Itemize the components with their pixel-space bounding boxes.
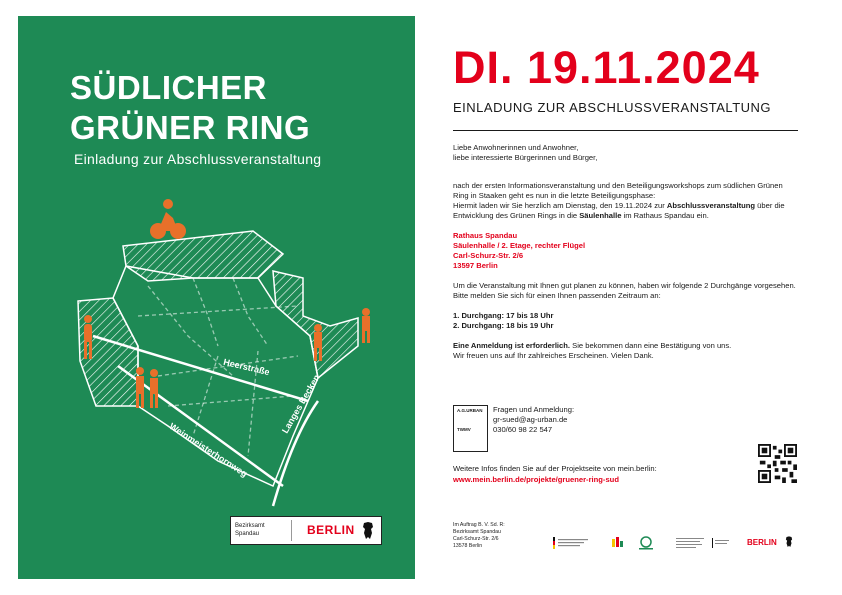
more-info — [453, 463, 657, 485]
footer-line-1: Im Auftrag B. V. Sd. R: — [453, 522, 505, 528]
green-area-north — [123, 231, 283, 281]
footer-line-3: Carl-Schurz-Str. 2/6 — [453, 536, 499, 542]
planning-paragraph: Um die Veranstaltung mit Ihnen gut planen zu können, haben wir folgende 2 Durchgänge vorgesehen. Bitte melden Sie sich für einen Ihnen passenden Zeitraum an: — [453, 281, 796, 300]
slot-1: 1. Durchgang: 17 bis 18 Uhr — [453, 311, 554, 320]
venue-address — [453, 231, 798, 271]
invite-text: Hiermit laden wir Sie herzlich am Dienstag, den 19.11.2024 zur — [453, 201, 667, 210]
invite-event: Abschlussveranstaltung — [666, 201, 756, 210]
footer-berlin-wordmark: BERLIN — [747, 538, 777, 547]
agurban-logo-text: A.G.URBAN — [457, 408, 483, 413]
poster-title: SÜDLICHER GRÜNER RING — [70, 69, 311, 146]
contact-email[interactable]: gr-sued@ag-urban.de — [493, 415, 568, 424]
address-line-4: 13597 Berlin — [453, 261, 498, 270]
registration-required: Eine Anmeldung ist erforderlich. — [453, 341, 571, 350]
contact-block — [493, 405, 574, 435]
green-partner-logo — [636, 536, 656, 550]
greeting-line-2: liebe interessierte Bürgerinnen und Bürger, — [453, 153, 598, 162]
label-heerstrasse: Heerstraße — [222, 356, 271, 378]
cyclist-figure — [150, 199, 186, 239]
greeting-line-1: Liebe Anwohnerinnen und Anwohner, — [453, 143, 579, 152]
footer-line-4: 13578 Berlin — [453, 543, 483, 549]
label-weinmeisterhornweg: Weinmeisterhornweg — [167, 421, 250, 479]
federal-ministry-logo — [553, 536, 593, 550]
divider — [453, 130, 798, 131]
park-map — [18, 16, 415, 579]
invite-text-mid: über die Entwicklung des Grünen Rings in die — [453, 201, 785, 220]
qr-code-icon[interactable] — [758, 444, 797, 483]
poster-subtitle: Einladung zur Abschlussveranstaltung — [74, 151, 322, 167]
thanks-text: Wir freuen uns auf Ihr zahlreiches Erscheinen. Vielen Dank. — [453, 351, 654, 360]
address-line-1: Rathaus Spandau — [453, 231, 518, 240]
contact-heading: Fragen und Anmeldung: — [493, 405, 575, 414]
footer-berlin-bear-icon — [784, 535, 794, 549]
footer-address — [453, 522, 505, 550]
address-line-2: Säulenhalle / 2. Etage, rechter Flügel — [453, 241, 586, 250]
slot-2: 2. Durchgang: 18 bis 19 Uhr — [453, 321, 554, 330]
bezirksamt-logo — [230, 516, 382, 545]
agurban-logo — [453, 405, 488, 452]
letter-body — [453, 143, 798, 371]
intro-paragraph: nach der ersten Informationsveranstaltung und den Beteiligungsworkshops zum südlichen Grünen Ring in Staaken geht es nun in die letzte Beteiligungsphase: — [453, 181, 783, 200]
senate-logo — [712, 536, 732, 550]
contact-phone[interactable]: 030/60 98 22 547 — [493, 425, 553, 434]
berlin-wordmark: BERLIN — [307, 523, 355, 537]
event-date: DI. 19.11.2024 — [453, 42, 760, 93]
label-langes-becken: Langes Becken — [280, 372, 322, 435]
more-info-text: Weitere Infos finden Sie auf der Projektseite von mein.berlin: — [453, 464, 657, 473]
twmv-logo-text: TWMV — [457, 427, 471, 432]
address-line-3: Carl-Schurz-Str. 2/6 — [453, 251, 524, 260]
staedtebau-logo — [610, 536, 626, 550]
bezirksamt-text: Bezirksamt Spandau — [235, 523, 265, 537]
project-link[interactable]: www.mein.berlin.de/projekte/gruener-ring-sud — [453, 475, 619, 484]
ministry-text-logo — [676, 536, 706, 550]
poster-panel — [18, 16, 415, 579]
invite-hall: Säulenhalle — [579, 211, 622, 220]
event-headline: EINLADUNG ZUR ABSCHLUSSVERANSTALTUNG — [453, 100, 772, 115]
dashed-paths — [138, 278, 298, 456]
confirmation-text: Sie bekommen dann eine Bestätigung von uns. — [570, 341, 732, 350]
berlin-bear-icon — [360, 521, 376, 541]
invite-text-end: im Rathaus Spandau ein. — [621, 211, 709, 220]
footer-line-2: Bezirksamt Spandau — [453, 529, 501, 535]
